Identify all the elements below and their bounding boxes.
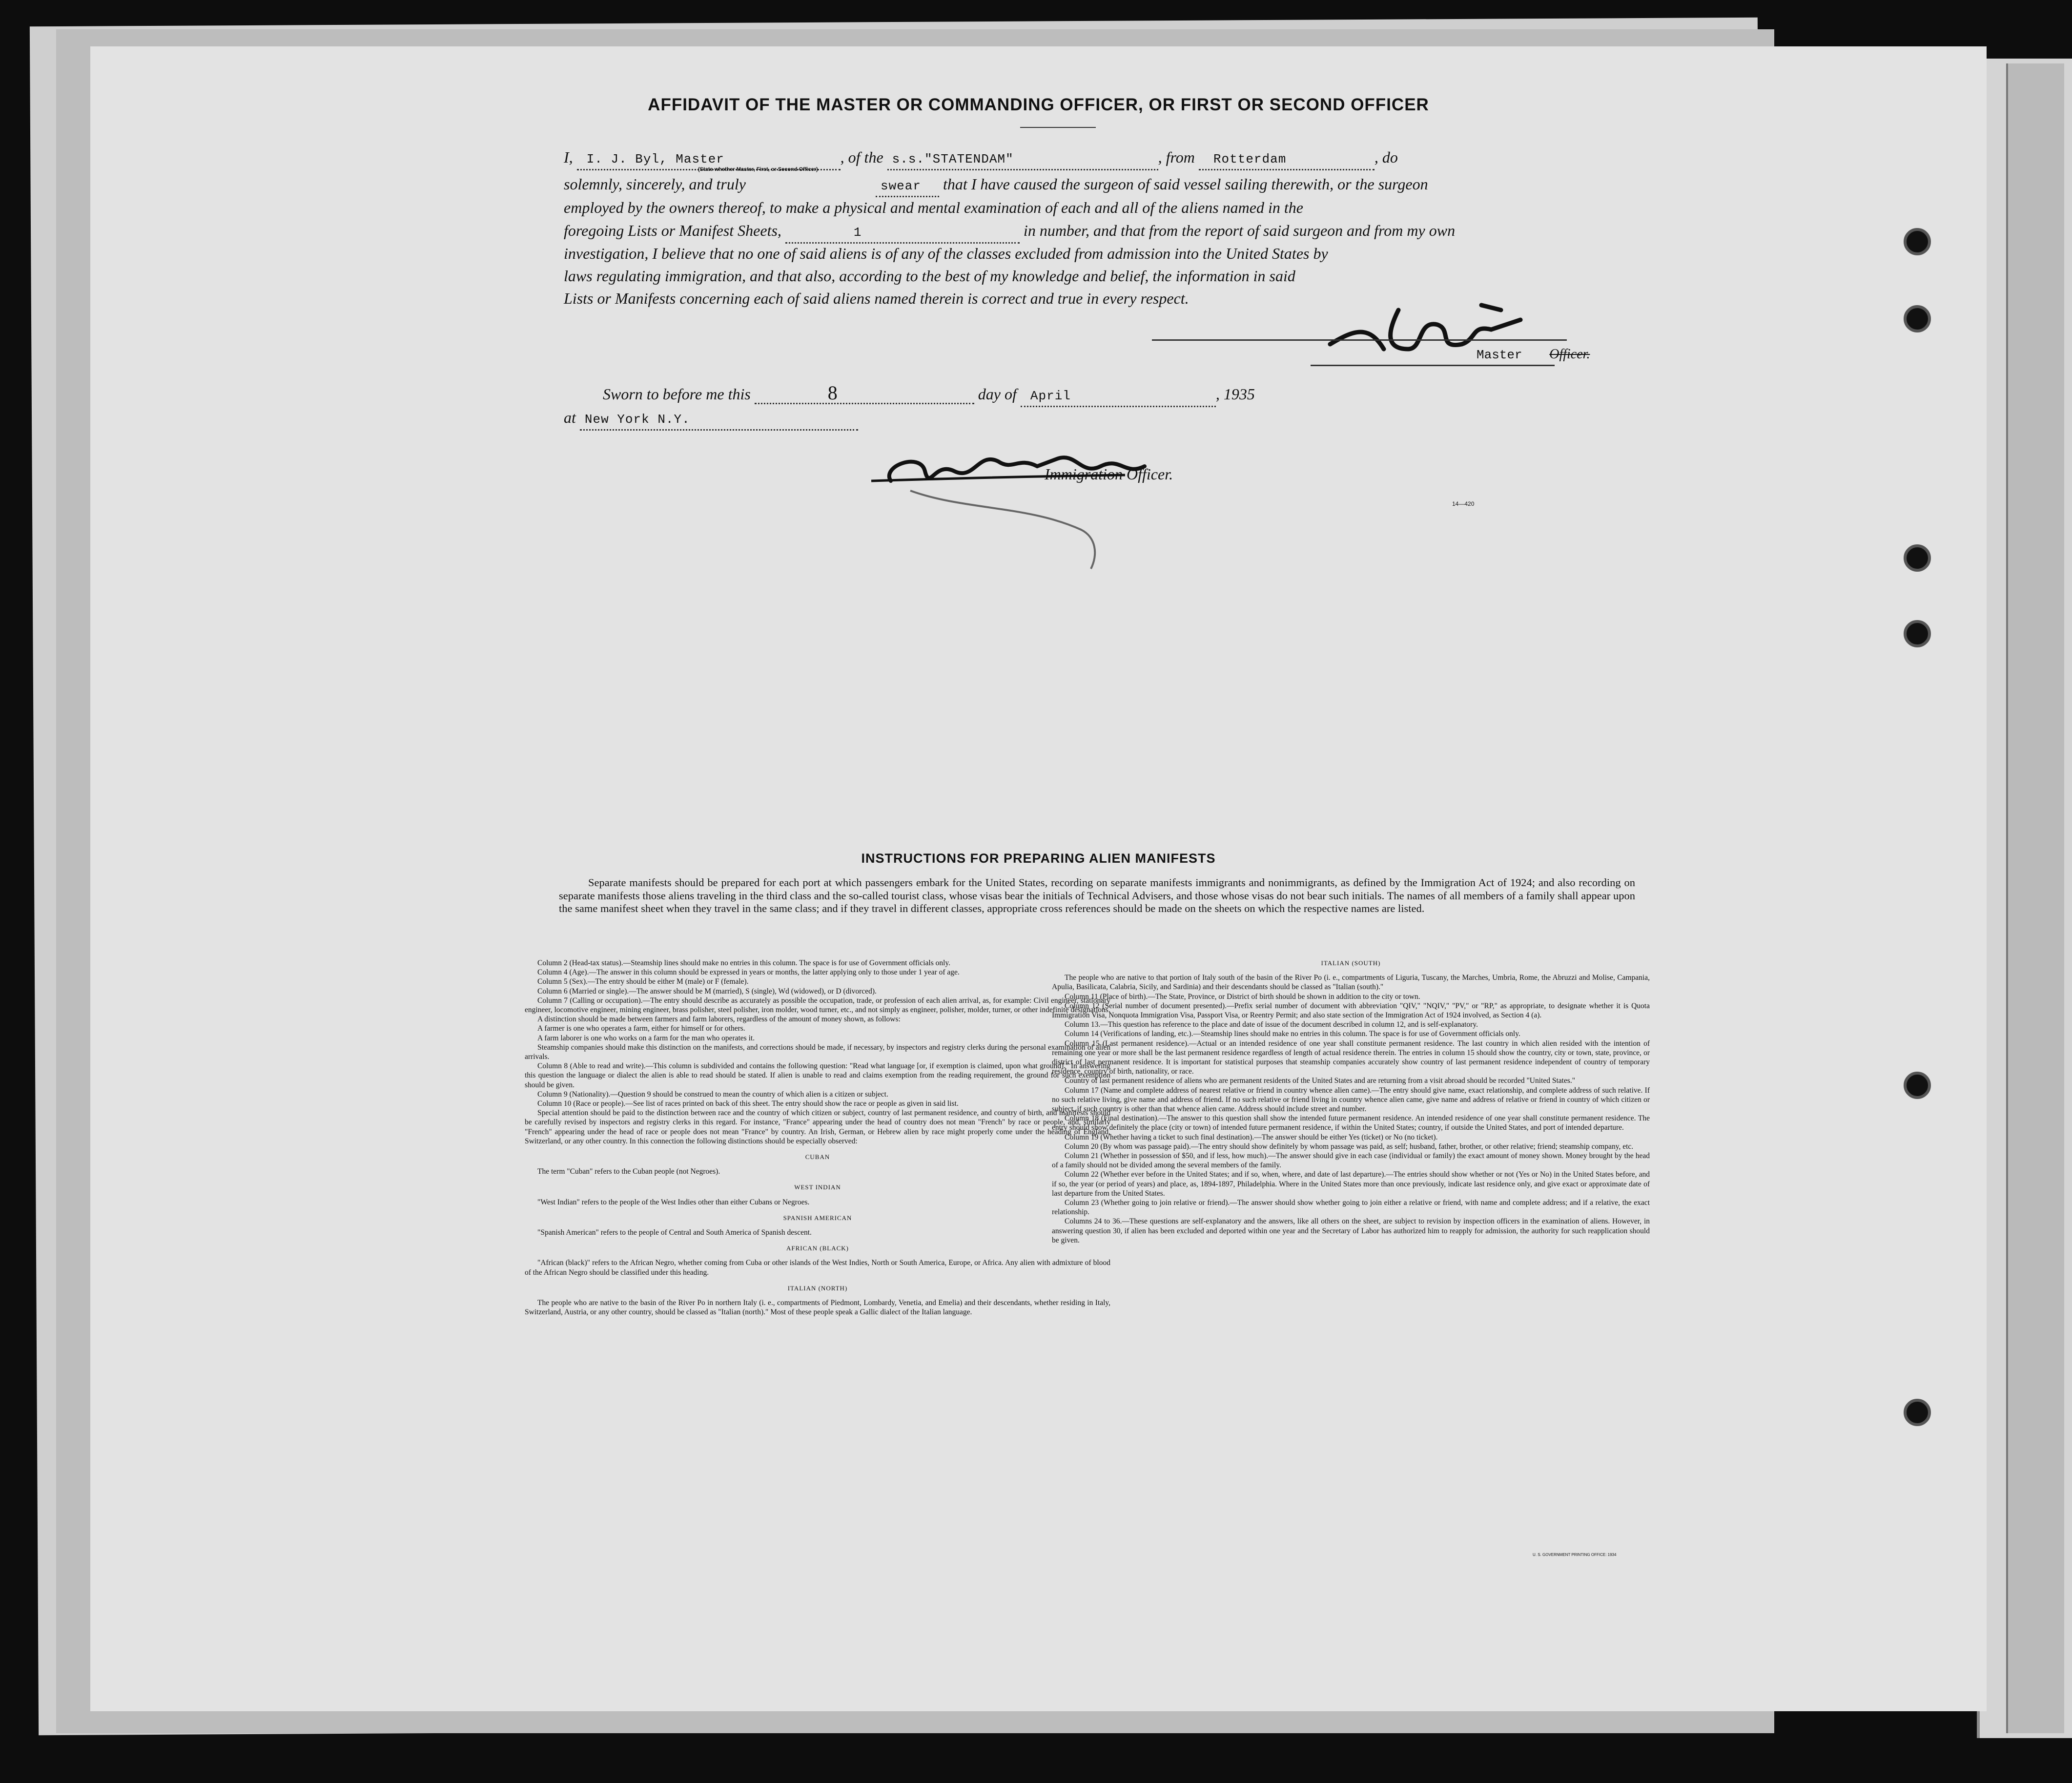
right-column-heading: ITALIAN (SOUTH)	[1321, 959, 1381, 967]
sworn-line: Sworn to before me this 8 day of April , 1935	[603, 383, 1667, 407]
instruction-paragraph: Column 2 (Head-tax status).—Steamship lines should make no entries in this column. The space is for use of Government officials only.	[537, 959, 951, 967]
sworn-day-field: 8	[755, 383, 974, 404]
title-rule	[1020, 127, 1096, 128]
instruction-paragraph: Column 17 (Name and complete address of nearest relative or friend in country whence alien came).—The entry should give name, exact relationship, and complete address of such relative. If no such relative living, give name and address of friend. If no such relative or friend living in country whence alien came, give name and address of relative or friend in country of which citizen or subject, if such country is other than that whence alien came. Address should include street and number.	[1052, 1086, 1650, 1114]
instruction-paragraph: Column 20 (By whom was passage paid).—The entry should show definitely by whom passage was paid, as self; husband, father, brother, or other relative; friend; steamship company, etc.	[1065, 1142, 1634, 1151]
sworn-place-field: New York N.Y.	[580, 410, 858, 431]
punch-hole-icon	[1904, 228, 1931, 255]
instruction-paragraph: Steamship companies should make this distinction on the manifests, and corrections should be made, if necessary, by inspectors and registry clerks during the personal examination of alien arrivals.	[525, 1043, 1110, 1061]
race-definition: The term "Cuban" refers to the Cuban people (not Negroes).	[537, 1167, 720, 1176]
instructions-left-column	[525, 958, 1110, 1317]
master-signature-line	[1152, 339, 1567, 341]
instruction-paragraph: Country of last permanent residence of aliens who are permanent residents of the United States and are returning from a visit abroad should be recorded "United States."	[1065, 1077, 1576, 1085]
affidavit-line-7: Lists or Manifests concerning each of said aliens named therein is correct and true in every respect.	[564, 290, 1189, 307]
form-number: 14—420	[1452, 500, 1475, 507]
race-heading: ITALIAN (NORTH)	[787, 1284, 848, 1292]
race-definition: "Spanish American" refers to the people of Central and South America of Spanish descent.	[537, 1228, 812, 1237]
affidavit-line-5: investigation, I believe that no one of said aliens is of any of the classes excluded from admission into the United States by	[564, 245, 1328, 262]
instruction-paragraph: Column 6 (Married or single).—The answer should be M (married), S (single), Wd (widowed), or D (divorced).	[537, 987, 877, 995]
instruction-paragraph: Column 8 (Able to read and write).—This column is subdivided and contains the following question: "Read what language [or, if exemption is claimed, upon what ground]." In answering this question the language or dialect the alien is able to read should be stated. If alien is unable to read and claims exemption from the reading requirement, the ground for such exemption should be given.	[525, 1062, 1110, 1089]
punch-hole-icon	[1904, 620, 1931, 647]
instruction-paragraph: Column 10 (Race or people).—See list of races printed on back of this sheet. The entry should show the race or people as given in said list.	[537, 1099, 959, 1108]
race-definition: "West Indian" refers to the people of the West Indies other than either Cubans or Negroes.	[537, 1198, 810, 1206]
binder-board-inner	[2006, 63, 2064, 1733]
officer-name-field: I. J. Byl, Master	[577, 149, 841, 170]
affidavit-line-6: laws regulating immigration, and that also, according to the best of my knowledge and belief, the information in said	[564, 267, 1295, 285]
race-definition: "African (black)" refers to the African Negro, whether coming from Cuba or other islands of the West Indies, North or South America, Europe, or Africa. Any alien with admixture of blood of the African Negro should be classified under this heading.	[525, 1259, 1110, 1277]
instructions-title: INSTRUCTIONS FOR PREPARING ALIEN MANIFESTS	[861, 851, 1216, 866]
instruction-paragraph: Column 11 (Place of birth).—The State, Province, or District of birth should be shown in addition to the city or town.	[1065, 992, 1420, 1001]
race-heading: WEST INDIAN	[794, 1183, 841, 1191]
instruction-paragraph: Column 7 (Calling or occupation).—The entry should describe as accurately as possible the occupation, trade, or profession of each alien arrival, as, for example: Civil engineer, stationary engineer, locomotive engineer, mining engineer, brass polisher, steel polisher, iron molder, wood turner, etc., and not simply as engineer, polisher, molder, turner, or other indefinite designations.	[525, 996, 1110, 1015]
race-definition: The people who are native to the basin of the River Po in northern Italy (i. e., compartments of Piedmont, Lombardy, Venetia, and Emelia) and their descendants, whether residing in Italy, Switzerland, Austria, or any other country, should be classed as "Italian (north)." Most of these people speak a Gallic dialect of the Italian language.	[525, 1299, 1110, 1317]
instruction-paragraph: The people who are native to that portion of Italy south of the basin of the River Po (i. e., compartments of Liguria, Tuscany, the Marches, Umbria, Rome, the Abruzzi and Molise, Campania, Apulia, Basilicata, Calabria, Sicily, and Sardinia) and their descendants should be classed as "Italian (south)."	[1052, 974, 1650, 992]
instruction-paragraph: Columns 24 to 36.—These questions are self-explanatory and the answers, like all others on the sheet, are subject to revision by inspection officers in the examination of aliens. However, in answering question 30, if alien has been excluded and deported within one year and the Secretary of Labor has authorized him to reapply for admission, the authority for such reapplication should be given.	[1052, 1217, 1650, 1244]
immigration-officer-signature	[852, 432, 1257, 593]
instruction-paragraph: Column 5 (Sex).—The entry should be either M (male) or F (female).	[537, 977, 749, 986]
affidavit-line-3: employed by the owners thereof, to make a physical and mental examination of each and all of the aliens named in the	[564, 199, 1303, 216]
instruction-paragraph: Column 22 (Whether ever before in the United States; and if so, when, where, and date of last departure).—The entries should show whether or not (Yes or No) in the United States before, and if so, the year (or period of years) and place, as, 1894-1897, Philadelphia. Where in the United States more than once previously, indicate last residence only, and give exact or approximate date of last departure from the United States.	[1052, 1170, 1650, 1198]
instruction-paragraph: Column 4 (Age).—The answer in this column should be expressed in years or months, the latter applying only to those under 1 year of age.	[537, 968, 960, 977]
instructions-intro: Separate manifests should be prepared for each port at which passengers embark for the United States, recording on separate manifests immigrants and nonimmigrants, as defined by the Immigration Act of 1924; and also recording on separate manifests those aliens traveling in the third class and the so-called tourist class, whose visas bear the initials of Technical Advisers, and those whose visas do not bear such initials. The names of all members of a family shall appear upon the same manifest sheet when they travel in the same class; and if they travel in different classes, appropriate cross references should be made on the sheets on which the respective names are listed.	[559, 876, 1635, 914]
affidavit-line-2: solemnly, sincerely, and truly swear that I have caused the surgeon of said vessel sailing therewith, or the surgeon	[564, 174, 1628, 197]
vessel-field: s.s."STATENDAM"	[887, 149, 1158, 170]
signer-title: Master Officer.	[1477, 347, 1590, 362]
punch-hole-icon	[1904, 305, 1931, 332]
instruction-paragraph: Column 13.—This question has reference to the place and date of issue of the document described in column 12, and is self-explanatory.	[1065, 1020, 1478, 1029]
instruction-paragraph: Column 14 (Verifications of landing, etc.).—Steamship lines should make no entries in this column. The space is for use of Government officials only.	[1065, 1030, 1520, 1038]
punch-hole-icon	[1904, 1072, 1931, 1099]
instruction-paragraph: A farmer is one who operates a farm, either for himself or for others.	[537, 1024, 745, 1033]
instruction-paragraph: Column 15 (Last permanent residence).—Actual or an intended residence of one year shall constitute permanent residence. The last country in which alien resided with the intention of remaining one year or more shall be the last permanent residence regardless of length of actual residence therein. The entries in column 15 should show the country, city or town, state, province, or district of last permanent residence. It is important for statistical purposes that steamship companies accurately show country of last permanent residence independent of country of temporary residence, country of birth, nationality, or race.	[1052, 1039, 1650, 1076]
instructions-right-column	[1052, 958, 1650, 1245]
signer-title-line	[1311, 365, 1555, 366]
affidavit-title: AFFIDAVIT OF THE MASTER OR COMMANDING OFFICER, OR FIRST OR SECOND OFFICER	[648, 95, 1429, 114]
instruction-paragraph: Column 23 (Whether going to join relative or friend).—The answer should show whether going to join either a relative or friend, with name and complete address; and if a relative, the exact relationship.	[1052, 1199, 1650, 1217]
punch-hole-icon	[1904, 1399, 1931, 1426]
sworn-place-line: at New York N.Y.	[564, 408, 1628, 431]
instruction-paragraph: Column 21 (Whether in possession of $50, and if less, how much).—The answer should give in each case (individual or family) the exact amount of money shown. Money brought by the head of a family should not be divided among the several members of the family.	[1052, 1152, 1650, 1170]
immigration-officer-label: Immigration Officer.	[1045, 465, 1173, 483]
instruction-paragraph: A distinction should be made between farmers and farm laborers, regardless of the amount of money shown, as follows:	[537, 1015, 901, 1024]
sworn-month-field: April	[1021, 386, 1216, 407]
port-field: Rotterdam	[1199, 149, 1374, 170]
printer-credit: U. S. GOVERNMENT PRINTING OFFICE: 1934	[1533, 1553, 1617, 1557]
instruction-paragraph: Column 12 (Serial number of document presented).—Prefix serial number of document with abbreviation "QIV," "NQIV," "PV," or "RP," as appropriate, to designate whether it is Quota Immigration Visa, Nonquota Immigration Visa, Passport Visa, or Reentry Permit; and also state section of the Immigration Act of 1924 involved, as Section 4 (a).	[1052, 1001, 1650, 1020]
sheet-count-field: 1	[785, 223, 1020, 244]
affidavit-line-1: I, I. J. Byl, Master , of the s.s."STATENDAM" , from Rotterdam , do	[564, 147, 1628, 170]
instruction-paragraph: A farm laborer is one who works on a farm for the man who operates it.	[537, 1034, 755, 1042]
race-heading: AFRICAN (BLACK)	[786, 1244, 849, 1252]
instruction-paragraph: Column 19 (Whether having a ticket to such final destination).—The answer should be either Yes (ticket) or No (no ticket).	[1065, 1133, 1438, 1141]
oath-field: swear	[876, 176, 939, 197]
rank-note: (State whether Master, First, or Second Officer)	[698, 166, 818, 172]
punch-hole-icon	[1904, 544, 1931, 572]
manifest-back-page	[90, 46, 1987, 1711]
race-heading: CUBAN	[805, 1153, 830, 1161]
instruction-paragraph: Column 9 (Nationality).—Question 9 should be construed to mean the country of which alien is a citizen or subject.	[537, 1090, 888, 1099]
affidavit-line-4: foregoing Lists or Manifest Sheets, 1 in number, and that from the report of said surgeon and from my own	[564, 221, 1628, 244]
instruction-paragraph: Special attention should be paid to the distinction between race and the country of which citizen or subject, country of last permanent residence, and country of birth, and manifests should be carefully revised by inspectors and registry clerks in this regard. For instance, "France" appearing under the head of country does not mean "French" by race or people, and, similarly "French" appearing under the head of race or people does not mean "France" by country. An Irish, German, or Hebrew alien by race might properly come under the heading of England, Switzerland, or any other country. In this connection the following distinctions should be especially observed:	[525, 1109, 1110, 1145]
instruction-paragraph: Column 18 (Final destination).—The answer to this question shall show the intended future permanent residence. An intended residence of one year shall constitute permanent residence. The entry should show definitely the place (city or town) of intended future permanent residence, if within the United States; country, if outside the United States, and port of intended departure.	[1052, 1114, 1650, 1132]
race-heading: SPANISH AMERICAN	[783, 1214, 852, 1222]
